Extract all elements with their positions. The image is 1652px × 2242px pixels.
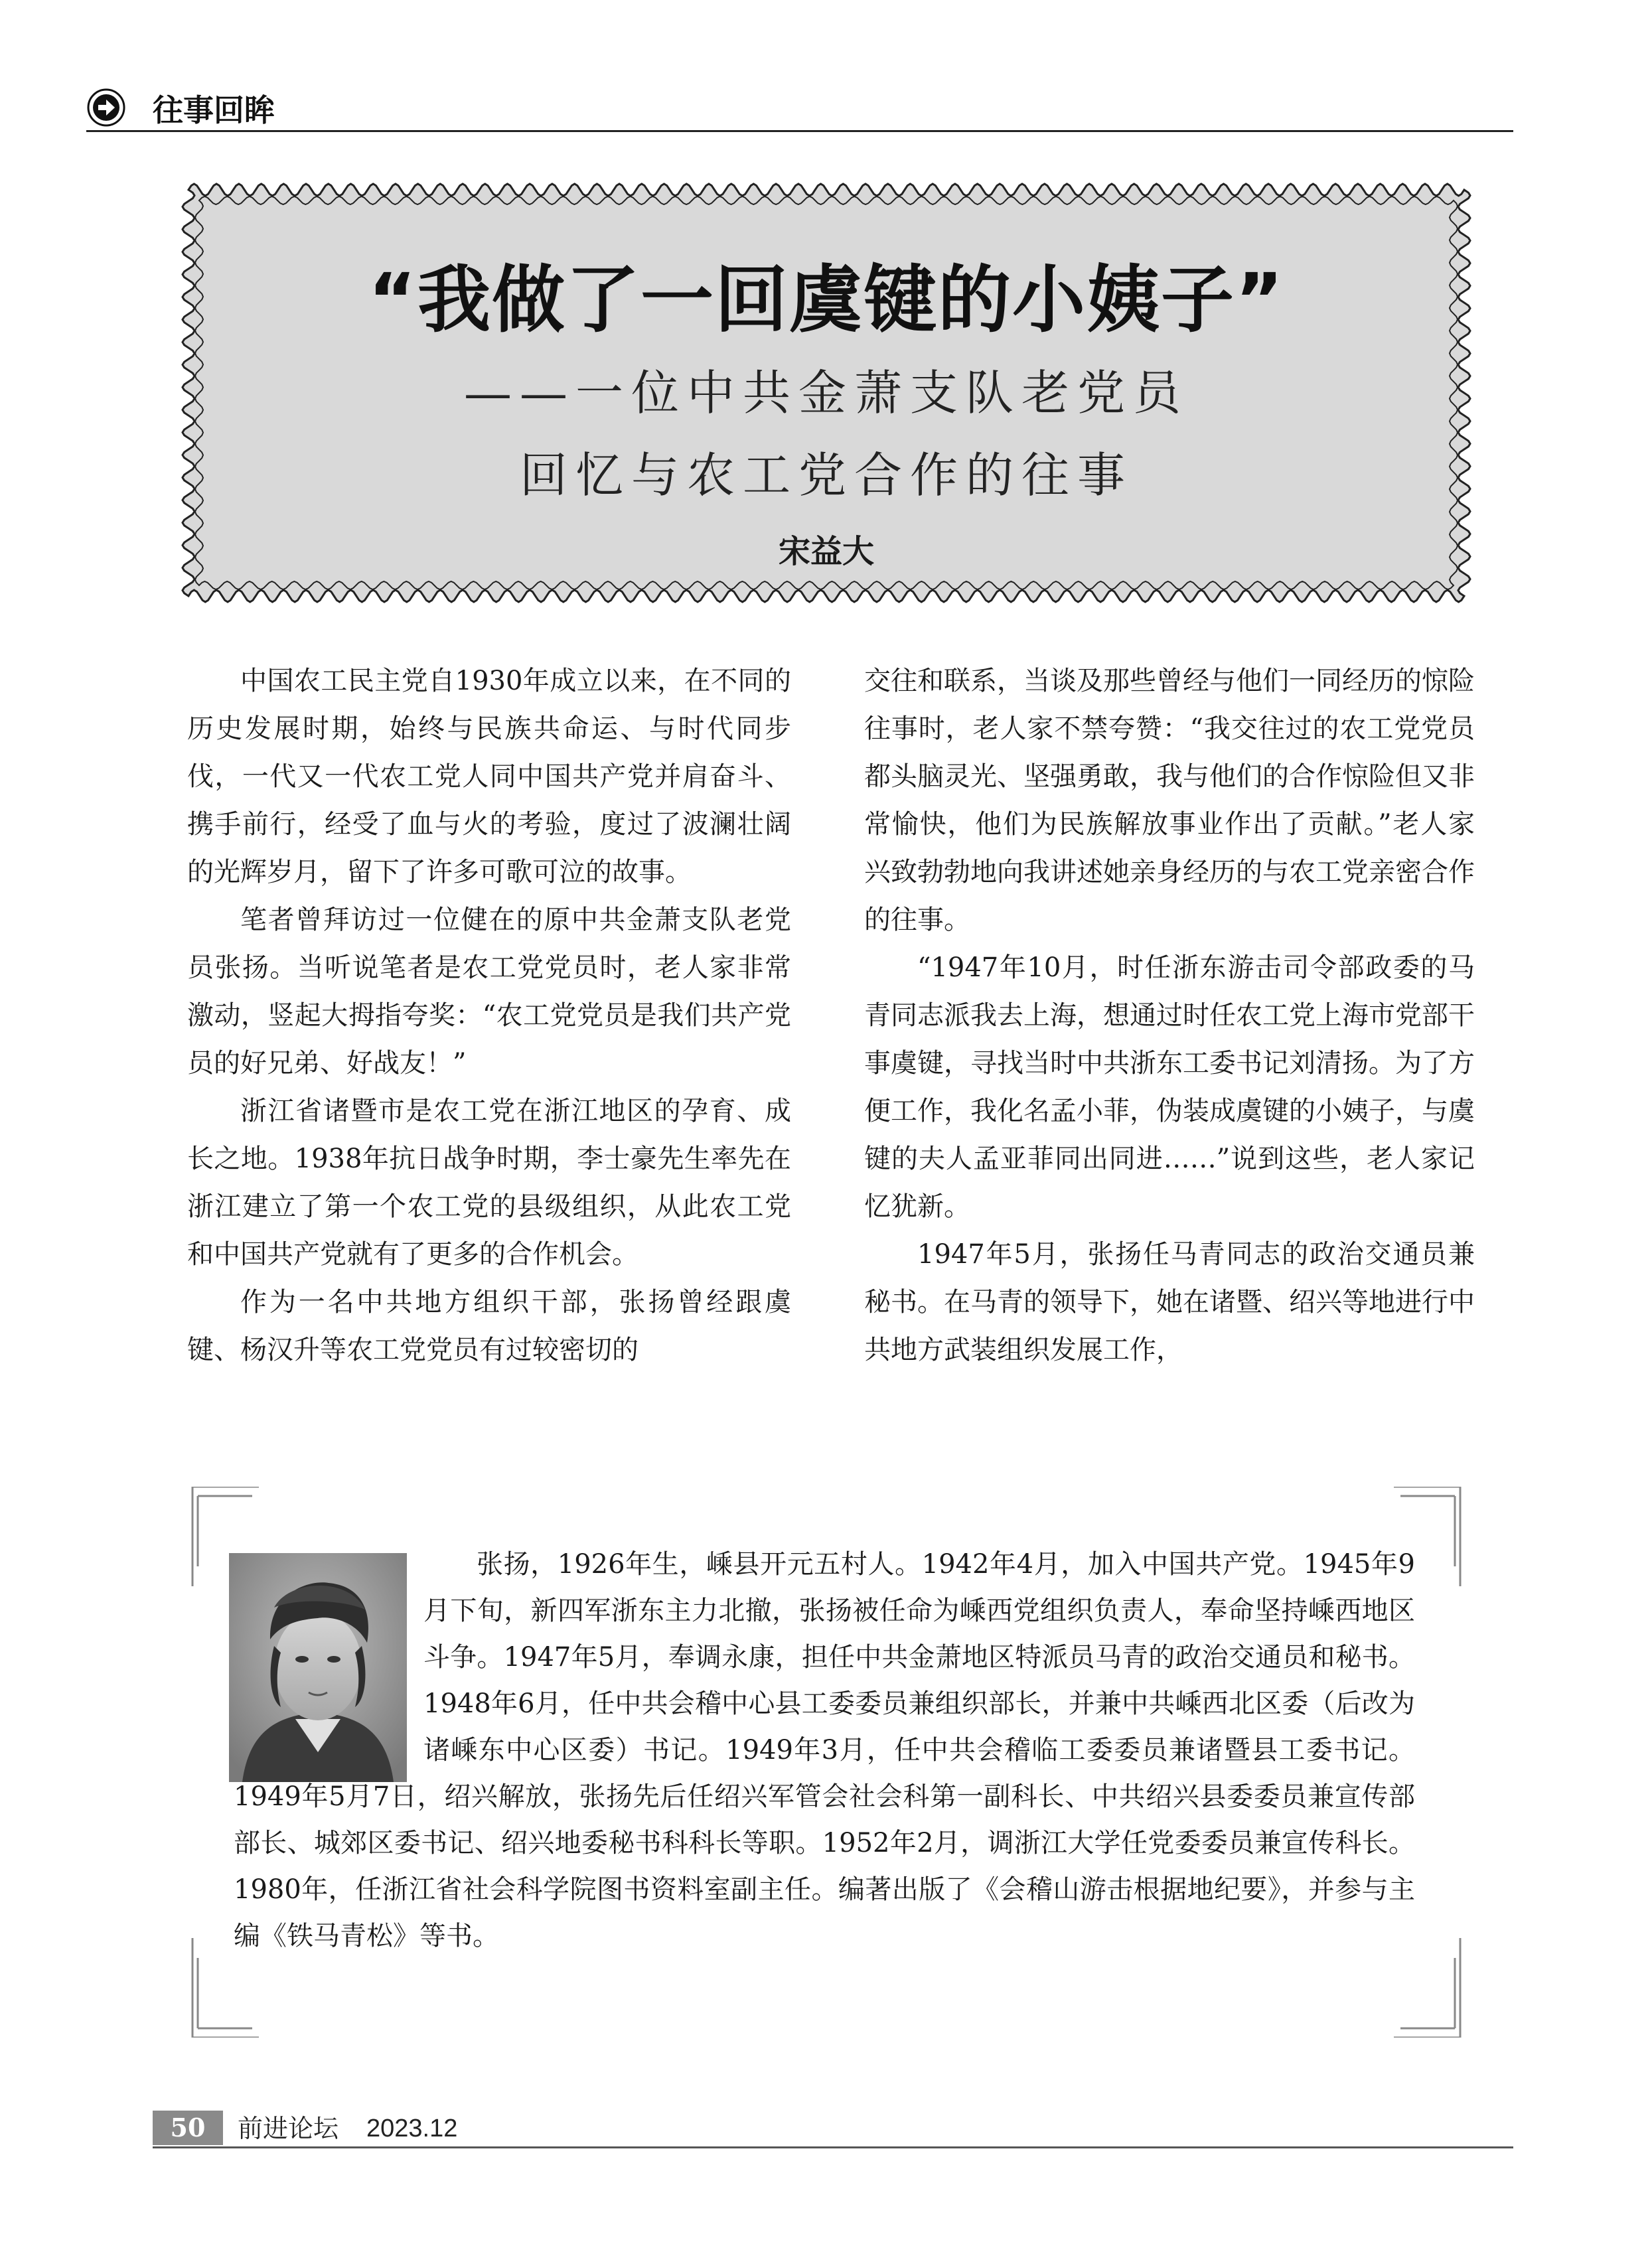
right-column [864,657,1475,1374]
paragraph: 作为一名中共地方组织干部，张扬曾经跟虞键、杨汉升等农工党党员有过较密切的 [187,1287,791,1365]
journal-name: 前进论坛 [238,2114,339,2143]
paragraph: 浙江省诸暨市是农工党在浙江地区的孕育、成长之地。1938年抗日战争时期，李士豪先生率先在浙江建立了第一个农工党的县级组织，从此农工党和中国共产党就有了更多的合作机会。 [187,1096,791,1270]
header-divider [86,130,1513,132]
bio-paragraph: 张扬，1926年生，嵊县开元五村人。1942年4月，加入中国共产党。1945年9月下旬，新四军浙东主力北撤，张扬被任命为嵊西党组织负责人，奉命坚持嵊西地区斗争。1947年5月，奉调永康，担任中共金萧地区特派员马青的政治交通员和秘书。1948年6月，任中共会稽中心县工委委员兼组织部长，并兼中共嵊西北区委（后改为诸嵊东中心区委）书记。1949年3月，任中共会稽临工委委员兼诸暨县工委书记。1949年5月7日，绍兴解放，张扬先后任绍兴军管会社会科第一副科长、中共绍兴县委委员兼宣传部部长、城郊区委书记、绍兴地委秘书科科长等职。1952年2月，调浙江大学任党委委员兼宣传科长。1980年，任浙江省社会科学院图书资料室副主任。编著出版了《会稽山游击根据地纪要》，并参与主编《铁马青松》等书。 [234,1549,1415,1951]
title-box [179,181,1473,605]
footer-divider [153,2146,1513,2148]
paragraph: “1947年10月，时任浙东游击司令部政委的马青同志派我去上海，想通过时任农工党上海市党部干事虞键，寻找当时中共浙东工委书记刘清扬。为了方便工作，我化名孟小菲，伪装成虞键的小姨子，与虞键的夫人孟亚菲同出同进……”说到这些，老人家记忆犹新。 [864,952,1475,1222]
paragraph: 笔者曾拜访过一位健在的原中共金萧支队老党员张扬。当听说笔者是农工党党员时，老人家非常激动，竖起大拇指夸奖：“农工党党员是我们共产党员的好兄弟、好战友！” [187,905,791,1079]
paragraph: 1947年5月，张扬任马青同志的政治交通员兼秘书。在马青的领导下，她在诸暨、绍兴等地进行中共地方武装组织发展工作， [864,1239,1475,1365]
article-subtitle-line2: 回忆与农工党合作的往事 [519,447,1133,503]
issue-date: 2023.12 [366,2115,458,2142]
page-number: 50 [153,2111,223,2145]
photo-spacer [234,1541,419,1773]
page-footer [153,2111,1513,2148]
paragraph: 中国农工民主党自1930年成立以来，在不同的历史发展时期，始终与民族共命运、与时代同步伐，一代又一代农工党人同中国共产党并肩奋斗、携手前行，经受了血与火的考验，度过了波澜壮阔的光辉岁月，留下了许多可歌可泣的故事。 [187,666,791,887]
circle-arrow-right-icon [86,88,126,127]
article-title: “我做了一回虞键的小姨子” [368,258,1285,342]
bio-text-block [234,1541,1415,1959]
author-name: 宋益大 [778,533,874,570]
left-column [187,657,791,1374]
page-header [86,85,1507,131]
section-label: 往事回眸 [153,92,275,128]
bio-box [186,1487,1467,2038]
paragraph: 交往和联系，当谈及那些曾经与他们一同经历的惊险往事时，老人家不禁夸赞：“我交往过的农工党党员都头脑灵光、坚强勇敢，我与他们的合作惊险但又非常愉快，他们为民族解放事业作出了贡献。”老人家兴致勃勃地向我讲述她亲身经历的与农工党亲密合作的往事。 [864,666,1475,935]
article-subtitle-line1: ——一位中共金萧支队老党员 [463,365,1189,421]
